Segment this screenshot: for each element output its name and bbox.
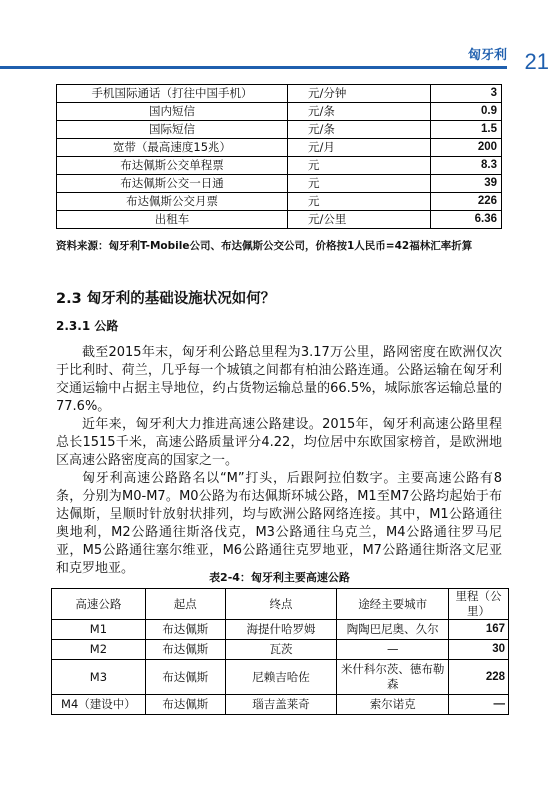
price-cell: 200 <box>431 139 502 157</box>
unit-cell: 元/分钟 <box>288 85 431 103</box>
cities-cell: — <box>337 640 449 660</box>
item-cell: 布达佩斯公交单程票 <box>57 157 288 175</box>
body-text <box>56 344 502 578</box>
header-cell: 里程（公里） <box>449 589 509 620</box>
table-row <box>52 695 509 715</box>
section-heading: 2.3 匈牙利的基础设施状况如何？ <box>56 291 276 307</box>
paragraph: 匈牙利高速公路路名以“M”打头，后跟阿拉伯数字。主要高速公路有8条，分别为M0-M7。M0公路为布达佩斯环城公路，M1至M7公路均起始于布达佩斯，呈顺时针放射状排列，均与欧洲公路网络连接。其中，M1公路通往奥地利，M2公路通往斯洛伐克，M3公路通往乌克兰，M4公路通往罗马尼亚，M5公路通往塞尔维亚，M6公路通往克罗地亚，M7公路通往斯洛文尼亚和克罗地亚。 <box>56 471 502 576</box>
item-cell: 手机国际通话（打往中国手机） <box>57 85 288 103</box>
price-cell: 3 <box>431 85 502 103</box>
header-rule <box>0 66 507 69</box>
price-cell: 226 <box>431 193 502 211</box>
header-cell: 高速公路 <box>52 589 146 620</box>
price-cell: 8.3 <box>431 157 502 175</box>
length-cell: 167 <box>449 620 509 640</box>
paragraph: 截至2015年末，匈牙利公路总里程为3.17万公里，路网密度在欧洲仅次于比利时、荷兰，几乎每一个城镇之间都有柏油公路连通。公路运输在匈牙利交通运输中占据主导地位，约占货物运输总量的66.5%，城际旅客运输总量的77.6%。 <box>56 345 502 414</box>
header-section-label: 匈牙利 <box>467 48 507 63</box>
subsection-heading: 2.3.1 公路 <box>56 319 119 333</box>
unit-cell: 元/月 <box>288 139 431 157</box>
price-cell: 0.9 <box>431 103 502 121</box>
cities-cell: 索尔诺克 <box>337 695 449 715</box>
table-row <box>57 85 502 103</box>
cities-cell: 米什科尔茨、德布勒森 <box>337 660 449 695</box>
price-cell: 6.36 <box>431 211 502 229</box>
table-row <box>52 620 509 640</box>
source-note: 资料来源：匈牙利T-Mobile公司、布达佩斯公交公司，价格按1人民币=42福林汇率折算 <box>56 240 473 252</box>
highway-table <box>51 588 509 715</box>
item-cell: 出租车 <box>57 211 288 229</box>
unit-cell: 元 <box>288 175 431 193</box>
table-row <box>57 157 502 175</box>
item-cell: 布达佩斯公交一日通 <box>57 175 288 193</box>
cities-cell: 陶陶巴尼奥、久尔 <box>337 620 449 640</box>
start-cell: 布达佩斯 <box>145 695 225 715</box>
highway-cell: M2 <box>52 640 146 660</box>
highway-cell: M3 <box>52 660 146 695</box>
header-cell: 途经主要城市 <box>337 589 449 620</box>
table-row <box>57 175 502 193</box>
unit-cell: 元/公里 <box>288 211 431 229</box>
unit-cell: 元 <box>288 157 431 175</box>
table-row <box>57 193 502 211</box>
unit-cell: 元/条 <box>288 103 431 121</box>
unit-cell: 元/条 <box>288 121 431 139</box>
item-cell: 国际短信 <box>57 121 288 139</box>
page-number: 21 <box>524 49 549 74</box>
table-row <box>57 139 502 157</box>
end-cell: 海提什哈罗姆 <box>225 620 337 640</box>
cost-table <box>56 84 502 229</box>
table-row <box>57 211 502 229</box>
table-row <box>57 103 502 121</box>
length-cell: — <box>449 695 509 715</box>
header-cell: 终点 <box>225 589 337 620</box>
table-row <box>52 660 509 695</box>
start-cell: 布达佩斯 <box>145 620 225 640</box>
item-cell: 国内短信 <box>57 103 288 121</box>
item-cell: 宽带（最高速度15兆） <box>57 139 288 157</box>
length-cell: 228 <box>449 660 509 695</box>
table-caption: 表2-4：匈牙利主要高速公路 <box>209 571 350 584</box>
start-cell: 布达佩斯 <box>145 660 225 695</box>
header-cell: 起点 <box>145 589 225 620</box>
highway-cell: M1 <box>52 620 146 640</box>
highway-cell: M4（建设中） <box>52 695 146 715</box>
length-cell: 30 <box>449 640 509 660</box>
end-cell: 瑙吉盖莱奇 <box>225 695 337 715</box>
price-cell: 1.5 <box>431 121 502 139</box>
item-cell: 布达佩斯公交月票 <box>57 193 288 211</box>
table-row <box>52 640 509 660</box>
table-row <box>57 121 502 139</box>
end-cell: 瓦茨 <box>225 640 337 660</box>
unit-cell: 元 <box>288 193 431 211</box>
table-header-row <box>52 589 509 620</box>
end-cell: 尼赖吉哈佐 <box>225 660 337 695</box>
paragraph: 近年来，匈牙利大力推进高速公路建设。2015年，匈牙利高速公路里程总长1515千米，高速公路质量评分4.22，均位居中东欧国家榜首，是欧洲地区高速公路密度高的国家之一。 <box>56 417 502 468</box>
start-cell: 布达佩斯 <box>145 640 225 660</box>
price-cell: 39 <box>431 175 502 193</box>
